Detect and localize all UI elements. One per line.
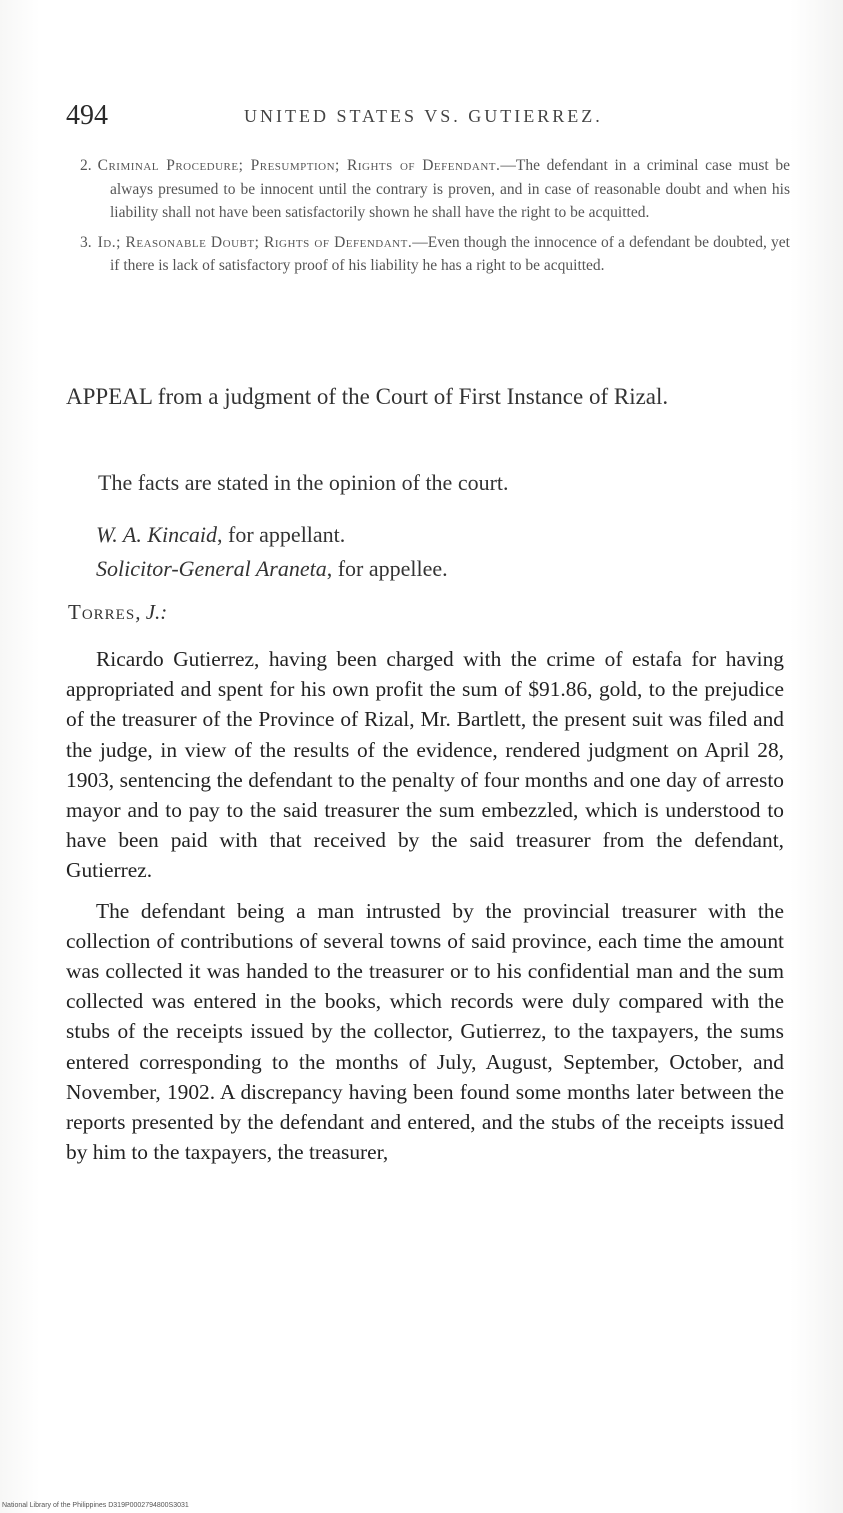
- opinion-paragraph-1: Ricardo Gutierrez, having been charged with the crime of estafa for having appropriated and spent for his own profit the sum of $91.86, gold, to the prejudice of the treasurer of the Province of Rizal, Mr. Bartlett, the present suit was filed and the judge, in view of the results of the evidence, rendered judgment on April 28, 1903, sentencing the defendant to the penalty of four months and one day of arresto mayor and to pay to the said treasurer the sum embezzled, which is understood to have been paid with that received by the said treasurer from the defendant, Gutierrez.: [66, 647, 784, 883]
- headnote-number: 2.: [80, 157, 92, 174]
- facts-statement: The facts are stated in the opinion of the court.: [98, 470, 509, 495]
- headnotes: [80, 154, 790, 284]
- opinion-body: [66, 644, 784, 1177]
- counsel-appellee: [96, 552, 448, 586]
- headnote-3: [80, 231, 790, 278]
- headnote-text: —Even though the innocence of a defendant be doubted, yet if there is lack of satisfactory proof of his liability he has a right to be acquitted.: [110, 233, 790, 274]
- headnote-number: 3.: [80, 233, 92, 251]
- counsel-list: [96, 518, 448, 586]
- counsel-name: W. A. Kincaid: [96, 522, 218, 547]
- opinion-paragraph-2: The defendant being a man intrusted by the provincial treasurer with the collection of contributions of several towns of said province, each time the amount was collected it was handed to the treasurer or to his confidential man and the sum collected was entered in the books, which records were duly compared with the stubs of the receipts issued by the collector, Gutierrez, to the taxpayers, the sums entered corresponding to the months of July, August, September, October, and November, 1902. A discrepancy having been found some months later between the reports presented by the defendant and entered, and the stubs of the receipts issued by him to the taxpayers, the treasurer,: [66, 898, 784, 1165]
- running-head: UNITED STATES VS. GUTIERREZ.: [244, 106, 603, 126]
- counsel-role: , for appellee.: [326, 556, 448, 581]
- judge-attribution: [68, 600, 167, 625]
- page-header: [66, 100, 786, 134]
- counsel-appellant: [96, 518, 448, 552]
- counsel-name: Solicitor-General Araneta: [96, 556, 327, 581]
- judge-suffix: , J.:: [135, 600, 168, 624]
- judge-name: Torres: [68, 600, 136, 624]
- headnote-2: [80, 154, 790, 225]
- headnote-caption: Criminal Procedure; Presumption; Rights of Defendant.: [97, 157, 501, 174]
- headnote-caption: Id.; Reasonable Doubt; Rights of Defendant.: [97, 233, 413, 251]
- page-number: 494: [66, 100, 108, 131]
- scan-credit: National Library of the Philippines D319P0002794800S3031: [2, 1502, 189, 1509]
- headnote-text: —The defendant in a criminal case must be always presumed to be innocent until the contrary is proven, and in case of reasonable doubt and when his liability shall not have been satisfactorily shown he shall have the right to be acquitted.: [110, 157, 791, 221]
- counsel-role: , for appellant.: [217, 522, 346, 547]
- appeal-statement: APPEAL from a judgment of the Court of First Instance of Rizal.: [66, 384, 669, 409]
